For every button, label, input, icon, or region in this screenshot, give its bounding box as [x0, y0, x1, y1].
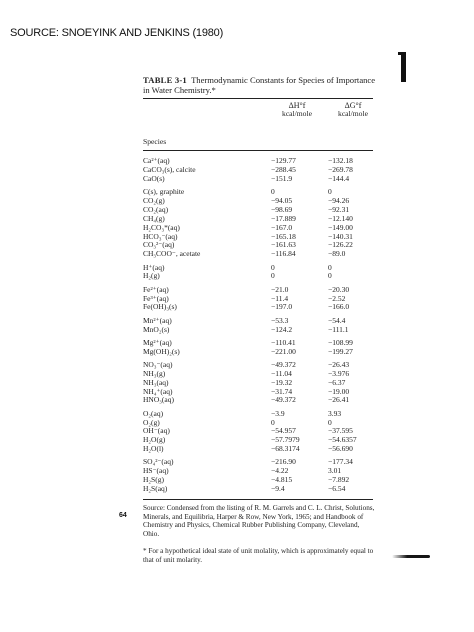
- gibbs-cell: 0: [328, 187, 332, 196]
- table-source-note: Source: Condensed from the listing of R. M. Garrels and C. L. Christ, Solutions, Minerals, and Equilibria, Harper & Row, New York, 1965; and Handbook of Chemistry and Physics, Chemical Rubber Publishing Company, Cleveland, Ohio.: [143, 504, 375, 539]
- gibbs-cell: −144.4: [328, 173, 350, 183]
- header-species: Species: [143, 137, 167, 146]
- species-cell: MnO₂(s): [143, 324, 170, 334]
- table-row: [143, 338, 381, 347]
- table-row: [143, 165, 381, 174]
- species-cell: NH₃(g): [143, 368, 166, 378]
- species-cell: CO₃²⁻(aq): [143, 240, 175, 250]
- gibbs-cell: −56.690: [328, 444, 353, 454]
- species-cell: CO₂(g): [143, 195, 165, 205]
- table-row: [143, 156, 381, 165]
- species-cell: CaO(s): [143, 173, 165, 183]
- enthalpy-cell: −288.45: [271, 164, 296, 174]
- scan-margin-mark: [401, 52, 406, 82]
- enthalpy-cell: −4.815: [271, 475, 293, 485]
- table-row: [143, 347, 381, 356]
- table-header-rule: [143, 150, 373, 151]
- species-cell: O₂(aq): [143, 408, 164, 418]
- table-row: [143, 271, 381, 280]
- enthalpy-cell: −110.41: [271, 337, 296, 347]
- enthalpy-cell: −197.0: [271, 302, 293, 312]
- table-caption: Thermodynamic Constants for Species of Importance in Water Chemistry.*: [143, 75, 376, 95]
- scanned-page: [143, 62, 381, 564]
- table-footnote: * For a hypothetical ideal state of unit molality, which is approximately equal to that of unit molarity.: [143, 547, 374, 564]
- gibbs-cell: −2.52: [328, 293, 346, 303]
- header-enthalpy: [269, 102, 325, 118]
- enthalpy-cell: −19.32: [271, 377, 293, 387]
- table-row: [143, 316, 381, 325]
- table-row: [143, 435, 381, 444]
- table-row: [143, 187, 381, 196]
- table-row: [143, 484, 381, 493]
- table-row: [143, 302, 381, 311]
- enthalpy-cell: −54.957: [271, 426, 296, 436]
- table-row: [143, 223, 381, 232]
- gibbs-cell: −92.31: [328, 204, 350, 214]
- table-row: [143, 409, 381, 418]
- table-number: TABLE 3-1: [143, 75, 187, 85]
- enthalpy-cell: 0: [271, 187, 275, 196]
- enthalpy-cell: −221.00: [271, 346, 296, 356]
- enthalpy-cell: −116.84: [271, 249, 296, 259]
- enthalpy-cell: 0: [271, 262, 275, 272]
- enthalpy-cell: −17.889: [271, 213, 296, 223]
- header-enthalpy-unit: kcal/mole: [282, 109, 312, 118]
- enthalpy-cell: −165.18: [271, 231, 296, 241]
- enthalpy-cell: −31.74: [271, 386, 293, 396]
- enthalpy-cell: −57.7979: [271, 435, 300, 445]
- species-cell: H₂CO₃*(aq): [143, 222, 180, 232]
- table-row: [143, 378, 381, 387]
- gibbs-cell: −166.0: [328, 302, 350, 312]
- gibbs-cell: 0: [328, 262, 332, 272]
- gibbs-cell: −6.54: [328, 484, 346, 494]
- gibbs-cell: −54.6357: [328, 435, 357, 445]
- enthalpy-cell: −216.90: [271, 457, 296, 467]
- enthalpy-cell: −129.77: [271, 156, 296, 165]
- species-cell: NH₃(aq): [143, 377, 169, 387]
- header-enthalpy-symbol: ΔH°f: [288, 101, 306, 110]
- gibbs-cell: 0: [328, 417, 332, 427]
- gibbs-cell: −94.26: [328, 195, 350, 205]
- species-cell: CH₄(g): [143, 213, 165, 223]
- enthalpy-cell: −161.63: [271, 240, 296, 250]
- gibbs-cell: −26.41: [328, 395, 350, 405]
- enthalpy-cell: −3.9: [271, 408, 285, 418]
- table-row: [143, 475, 381, 484]
- enthalpy-cell: −49.372: [271, 395, 296, 405]
- enthalpy-cell: −11.4: [271, 293, 289, 303]
- species-cell: Mg(OH)₂(s): [143, 346, 180, 356]
- species-cell: H₂(g): [143, 271, 160, 281]
- table-row: [143, 426, 381, 435]
- species-cell: CO₂(aq): [143, 204, 169, 214]
- enthalpy-cell: −9.4: [271, 484, 285, 494]
- enthalpy-cell: 0: [271, 417, 275, 427]
- table-row: [143, 249, 381, 258]
- species-cell: Fe²⁺(aq): [143, 284, 169, 294]
- source-citation: SOURCE: SNOEYINK AND JENKINS (1980): [10, 27, 224, 39]
- gibbs-cell: −37.595: [328, 426, 353, 436]
- gibbs-cell: −89.0: [328, 249, 346, 259]
- table-top-rule: [143, 98, 373, 99]
- species-cell: H₂O(g): [143, 435, 166, 445]
- gibbs-cell: −140.31: [328, 231, 353, 241]
- enthalpy-cell: −124.2: [271, 324, 293, 334]
- gibbs-cell: −26.43: [328, 359, 350, 369]
- gibbs-cell: −3.976: [328, 368, 350, 378]
- enthalpy-cell: −167.0: [271, 222, 293, 232]
- species-cell: HS⁻(aq): [143, 466, 169, 476]
- table-row: [143, 418, 381, 427]
- table-bottom-rule: [143, 499, 373, 500]
- table-row: [143, 395, 381, 404]
- table-row: [143, 205, 381, 214]
- table-row: [143, 240, 381, 249]
- gibbs-cell: −7.892: [328, 475, 350, 485]
- species-cell: HNO₃(aq): [143, 395, 174, 405]
- species-cell: Fe³⁺(aq): [143, 293, 169, 303]
- gibbs-cell: −111.1: [328, 324, 349, 334]
- gibbs-cell: −20.30: [328, 284, 350, 294]
- header-gibbs-unit: kcal/mole: [338, 109, 368, 118]
- enthalpy-cell: −151.9: [271, 173, 293, 183]
- enthalpy-cell: 0: [271, 271, 275, 281]
- species-cell: H₂O(l): [143, 444, 164, 454]
- gibbs-cell: −132.18: [328, 156, 353, 165]
- species-cell: HCO₃⁻(aq): [143, 231, 178, 241]
- species-cell: CH₃COO⁻, acetate: [143, 249, 201, 259]
- gibbs-cell: −108.99: [328, 337, 353, 347]
- table-row: [143, 325, 381, 334]
- table-row: [143, 294, 381, 303]
- gibbs-cell: −12.140: [328, 213, 353, 223]
- header-gibbs-symbol: ΔG°f: [344, 101, 362, 110]
- enthalpy-cell: −94.05: [271, 195, 293, 205]
- species-cell: NH₄⁺(aq): [143, 386, 173, 396]
- table-row: [143, 466, 381, 475]
- gibbs-cell: −6.37: [328, 377, 346, 387]
- gibbs-cell: −269.78: [328, 164, 353, 174]
- species-cell: H₂S(aq): [143, 484, 168, 494]
- species-cell: Ca²⁺(aq): [143, 156, 170, 165]
- table-row: [143, 232, 381, 241]
- species-cell: H₂S(g): [143, 475, 164, 485]
- species-cell: Mg²⁺(aq): [143, 337, 172, 347]
- table-row: [143, 214, 381, 223]
- table-row: [143, 387, 381, 396]
- table-row: [143, 360, 381, 369]
- species-cell: Mn²⁺(aq): [143, 315, 172, 325]
- gibbs-cell: −177.34: [328, 457, 353, 467]
- table-row: [143, 196, 381, 205]
- gibbs-cell: 0: [328, 271, 332, 281]
- species-cell: CaCO₃(s), calcite: [143, 164, 196, 174]
- gibbs-cell: −149.00: [328, 222, 353, 232]
- page-number: 64: [119, 512, 127, 519]
- table-row: [143, 369, 381, 378]
- enthalpy-cell: −68.3174: [271, 444, 300, 454]
- enthalpy-cell: −53.3: [271, 315, 289, 325]
- enthalpy-cell: −21.0: [271, 284, 289, 294]
- enthalpy-cell: −4.22: [271, 466, 289, 476]
- gibbs-cell: 3.93: [328, 408, 342, 418]
- species-cell: O₂(g): [143, 417, 160, 427]
- table-row: [143, 444, 381, 453]
- table-row: [143, 174, 381, 183]
- scan-smudge: [392, 555, 430, 558]
- species-cell: H⁺(aq): [143, 262, 165, 272]
- species-cell: NO₃⁻(aq): [143, 359, 173, 369]
- enthalpy-cell: −98.69: [271, 204, 293, 214]
- table-title: [143, 76, 381, 96]
- gibbs-cell: −199.27: [328, 346, 353, 356]
- gibbs-cell: −19.00: [328, 386, 350, 396]
- gibbs-cell: −54.4: [328, 315, 346, 325]
- species-cell: Fe(OH)₃(s): [143, 302, 177, 312]
- table-row: [143, 285, 381, 294]
- enthalpy-cell: −11.04: [271, 368, 292, 378]
- header-gibbs: [325, 102, 381, 118]
- gibbs-cell: 3.01: [328, 466, 342, 476]
- table-row: [143, 263, 381, 272]
- species-cell: C(s), graphite: [143, 187, 185, 196]
- species-cell: OH⁻(aq): [143, 426, 170, 436]
- table-row: [143, 457, 381, 466]
- enthalpy-cell: −49.372: [271, 359, 296, 369]
- species-cell: SO₄²⁻(aq): [143, 457, 174, 467]
- gibbs-cell: −126.22: [328, 240, 353, 250]
